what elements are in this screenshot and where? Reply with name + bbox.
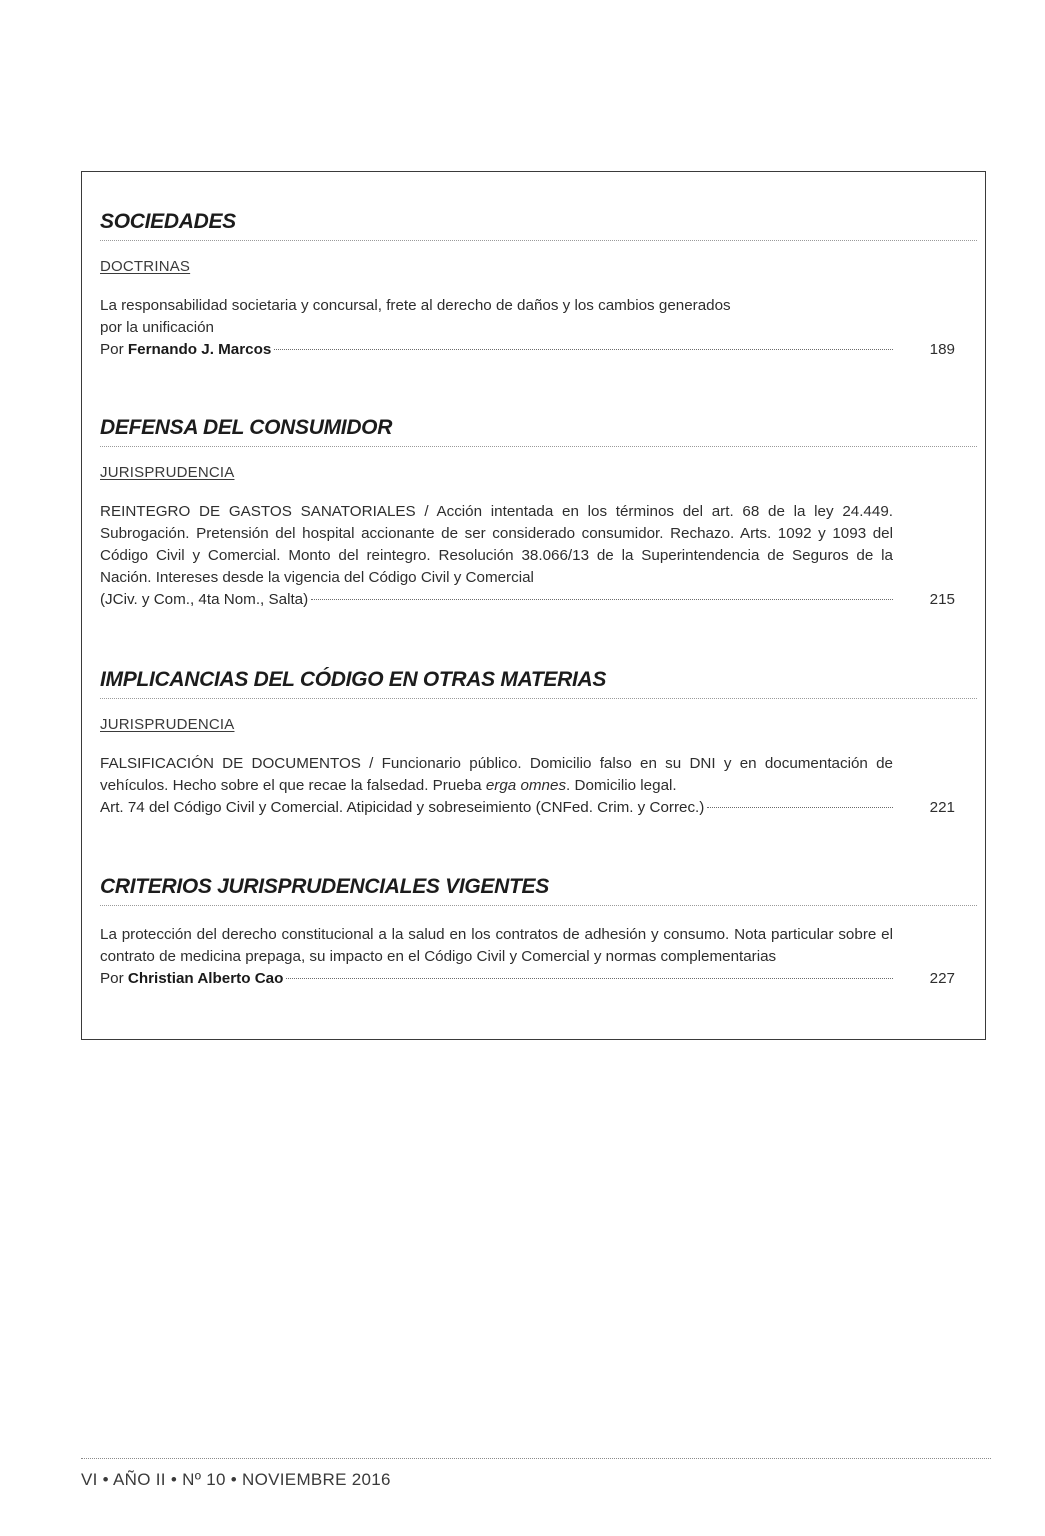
- entry-title: La protección del derecho constitucional a la salud en los contratos de adhesión y consumo. Nota particular sobre el contrato de medicina prepaga, su impacto en el Código Civil y Comercial y normas complementarias: [100, 926, 893, 965]
- author-name: Fernando J. Marcos: [127, 341, 272, 358]
- subsection-label: JURISPRUDENCIA: [100, 464, 235, 481]
- entry-title-line: por la unificación: [100, 319, 214, 336]
- page-number: 215: [929, 591, 955, 608]
- toc-section-defensa-del-consumidor: [100, 416, 977, 611]
- entry-last-line: [100, 589, 893, 611]
- toc-section-sociedades: [100, 210, 977, 361]
- toc-entry[interactable]: [100, 501, 977, 611]
- toc-section-criterios: [100, 875, 977, 990]
- entry-title-line: La responsabilidad societaria y concursal, frete al derecho de daños y los cambios generados: [100, 297, 731, 314]
- section-title: DEFENSA DEL CONSUMIDOR: [100, 416, 977, 447]
- dot-leader: [274, 349, 893, 350]
- subsection-label: JURISPRUDENCIA: [100, 716, 235, 733]
- entry-last-line: [100, 797, 893, 819]
- dot-leader: [707, 807, 893, 808]
- entry-title: REINTEGRO DE GASTOS SANATORIALES / Acción intentada en los términos del art. 68 de la ley 24.449. Subrogación. Pretensión del hospital accionante de ser considerado consumidor. Rechazo. Arts. 1092 y 1093 del Código Civil y Comercial. Monto del reintegro. Resolución 38.066/13 de la Superintendencia de Seguros de la Nación. Intereses desde la vigencia del Código Civil y Comercial: [100, 503, 893, 586]
- entry-title-text: FALSIFICACIÓN DE DOCUMENTOS / Funcionario público. Domicilio falso en su DNI y en documentación de vehículos. Hecho sobre el que recae la falsedad. Prueba: [100, 755, 893, 794]
- table-of-contents-box: [81, 171, 986, 1040]
- toc-entry[interactable]: [100, 924, 977, 990]
- entry-author-line: [100, 339, 893, 361]
- dot-leader: [311, 599, 893, 600]
- page-number: 227: [929, 970, 955, 987]
- entry-title-text-end: . Domicilio legal.: [566, 777, 677, 794]
- entry-title-end: Art. 74 del Código Civil y Comercial. Atipicidad y sobreseimiento (CNFed. Crim. y Correc.): [100, 799, 705, 816]
- section-title: CRITERIOS JURISPRUDENCIALES VIGENTES: [100, 875, 977, 906]
- entry-title-italic: erga omnes: [485, 777, 567, 794]
- entry-author-line: [100, 968, 893, 990]
- toc-entry[interactable]: [100, 753, 977, 819]
- toc-section-implicancias: [100, 668, 977, 819]
- toc-entry[interactable]: [100, 295, 977, 361]
- section-title: IMPLICANCIAS DEL CÓDIGO EN OTRAS MATERIAS: [100, 668, 977, 699]
- entry-title: [100, 753, 893, 797]
- entry-title: [100, 295, 893, 339]
- subsection-label: DOCTRINAS: [100, 258, 191, 275]
- page-number: 189: [929, 341, 955, 358]
- section-title: SOCIEDADES: [100, 210, 977, 241]
- footer-issue-info: VI • AÑO II • Nº 10 • NOVIEMBRE 2016: [81, 1470, 391, 1489]
- entry-title-end: (JCiv. y Com., 4ta Nom., Salta): [100, 591, 309, 608]
- author-prefix: Por: [100, 970, 128, 987]
- page-number: 221: [929, 799, 955, 816]
- footer-divider: [81, 1458, 991, 1459]
- author-name: Christian Alberto Cao: [127, 970, 284, 987]
- author-prefix: Por: [100, 341, 128, 358]
- dot-leader: [286, 978, 893, 979]
